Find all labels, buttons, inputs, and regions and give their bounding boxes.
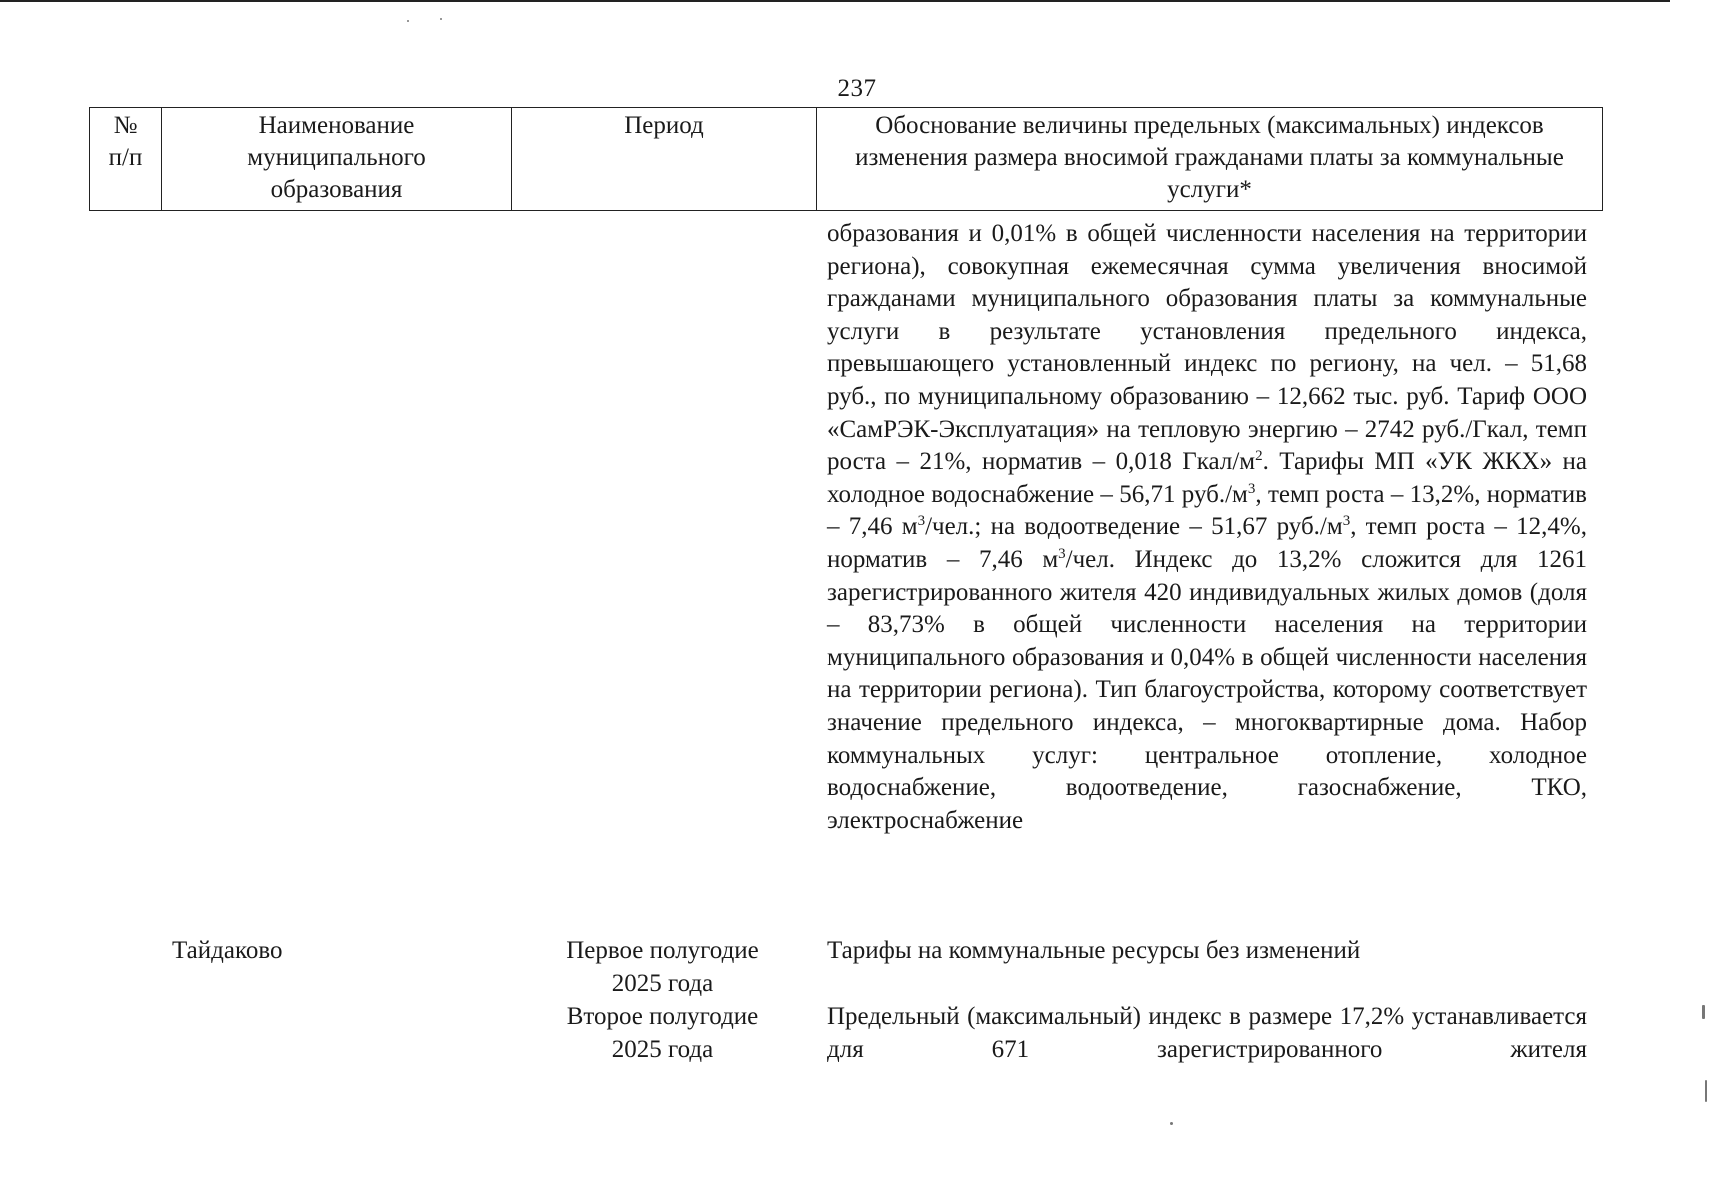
superscript-3a: 3 [1247,480,1256,497]
superscript-2: 2 [1255,448,1263,465]
continuation-part-3: , темп роста – 13,2%, норматив – 7,46 м [827,480,1587,541]
top-scan-edge-line [0,0,1670,2]
continuation-part-1: образования и 0,01% в общей численности населения на территории региона), совокупная ежемесячная сумма увеличения вносимой гражданами муниципального образования платы за коммунальные услуги в результате установления предельного индекса, превышающего установленный индекс по региону, на чел. – 51,68 руб., по муниципальному образованию – 12,662 тыс. руб. Тариф ООО «СамРЭК-Эксплуатация» на тепловую энергию – 2742 руб./Гкал, темп роста – 21%, норматив – 0,018 Гкал/м [827,220,1587,476]
continuation-part-4: /чел.; на водоотведение – 51,67 руб./м [925,513,1343,541]
table-header-row [90,108,1603,211]
page-number: 237 [837,75,877,102]
column-header-number [90,108,162,211]
table-header [89,107,1603,211]
continuation-part-2: . Тарифы МП «УК ЖКХ» на холодное водоснабжение – 56,71 руб./м [827,448,1587,508]
continuation-part-5: , темп роста – 12,4%, норматив – 7,46 м [827,513,1587,573]
basis-continuation-text [827,218,1587,837]
column-header-basis-label: Обоснование величины предельных (максимальных) индексов изменения размера вносимой гражданами платы за коммунальные услуги* [855,112,1564,203]
superscript-3d: 3 [1058,545,1066,562]
period-second-half: Второе полугодие 2025 года [566,1003,759,1063]
period-first-half: Первое полугодие 2025 года [566,937,759,997]
superscript-3b: 3 [917,513,926,530]
column-header-period [512,108,817,211]
scan-speck [1170,1122,1173,1125]
scan-speck [1705,1080,1707,1102]
scan-speck [407,20,409,22]
municipality-name: Тайдаково [172,937,283,964]
column-header-number-label: № п/п [108,112,143,171]
continuation-part-6: /чел. Индекс до 13,2% сложится для 1261 зарегистрированного жителя 420 индивидуальных жилых домов (доля – 83,73% в общей численности населения на территории муниципального образования и 0,04% в общей численности населения на территории региона). Тип благоустройства, которому соответствует значение предельного индекса, – многоквартирные дома. Набор коммунальных услуг: центральное отопление, холодное водоснабжение, водоотведение, газоснабжение, ТКО, электроснабжение [827,545,1587,834]
basis-first-half: Тарифы на коммунальные ресурсы без изменений [827,937,1361,964]
column-header-municipality [162,108,512,211]
column-header-municipality-label: Наименование муниципального образования [247,112,426,203]
scan-speck [1702,1005,1705,1019]
column-header-period-label: Период [624,112,704,139]
column-header-basis [817,108,1603,211]
superscript-3c: 3 [1342,513,1351,530]
scan-speck [440,18,442,20]
basis-second-half: Предельный (максимальный) индекс в размере 17,2% устанавливается для 671 зарегистрированного жителя [827,1003,1587,1063]
